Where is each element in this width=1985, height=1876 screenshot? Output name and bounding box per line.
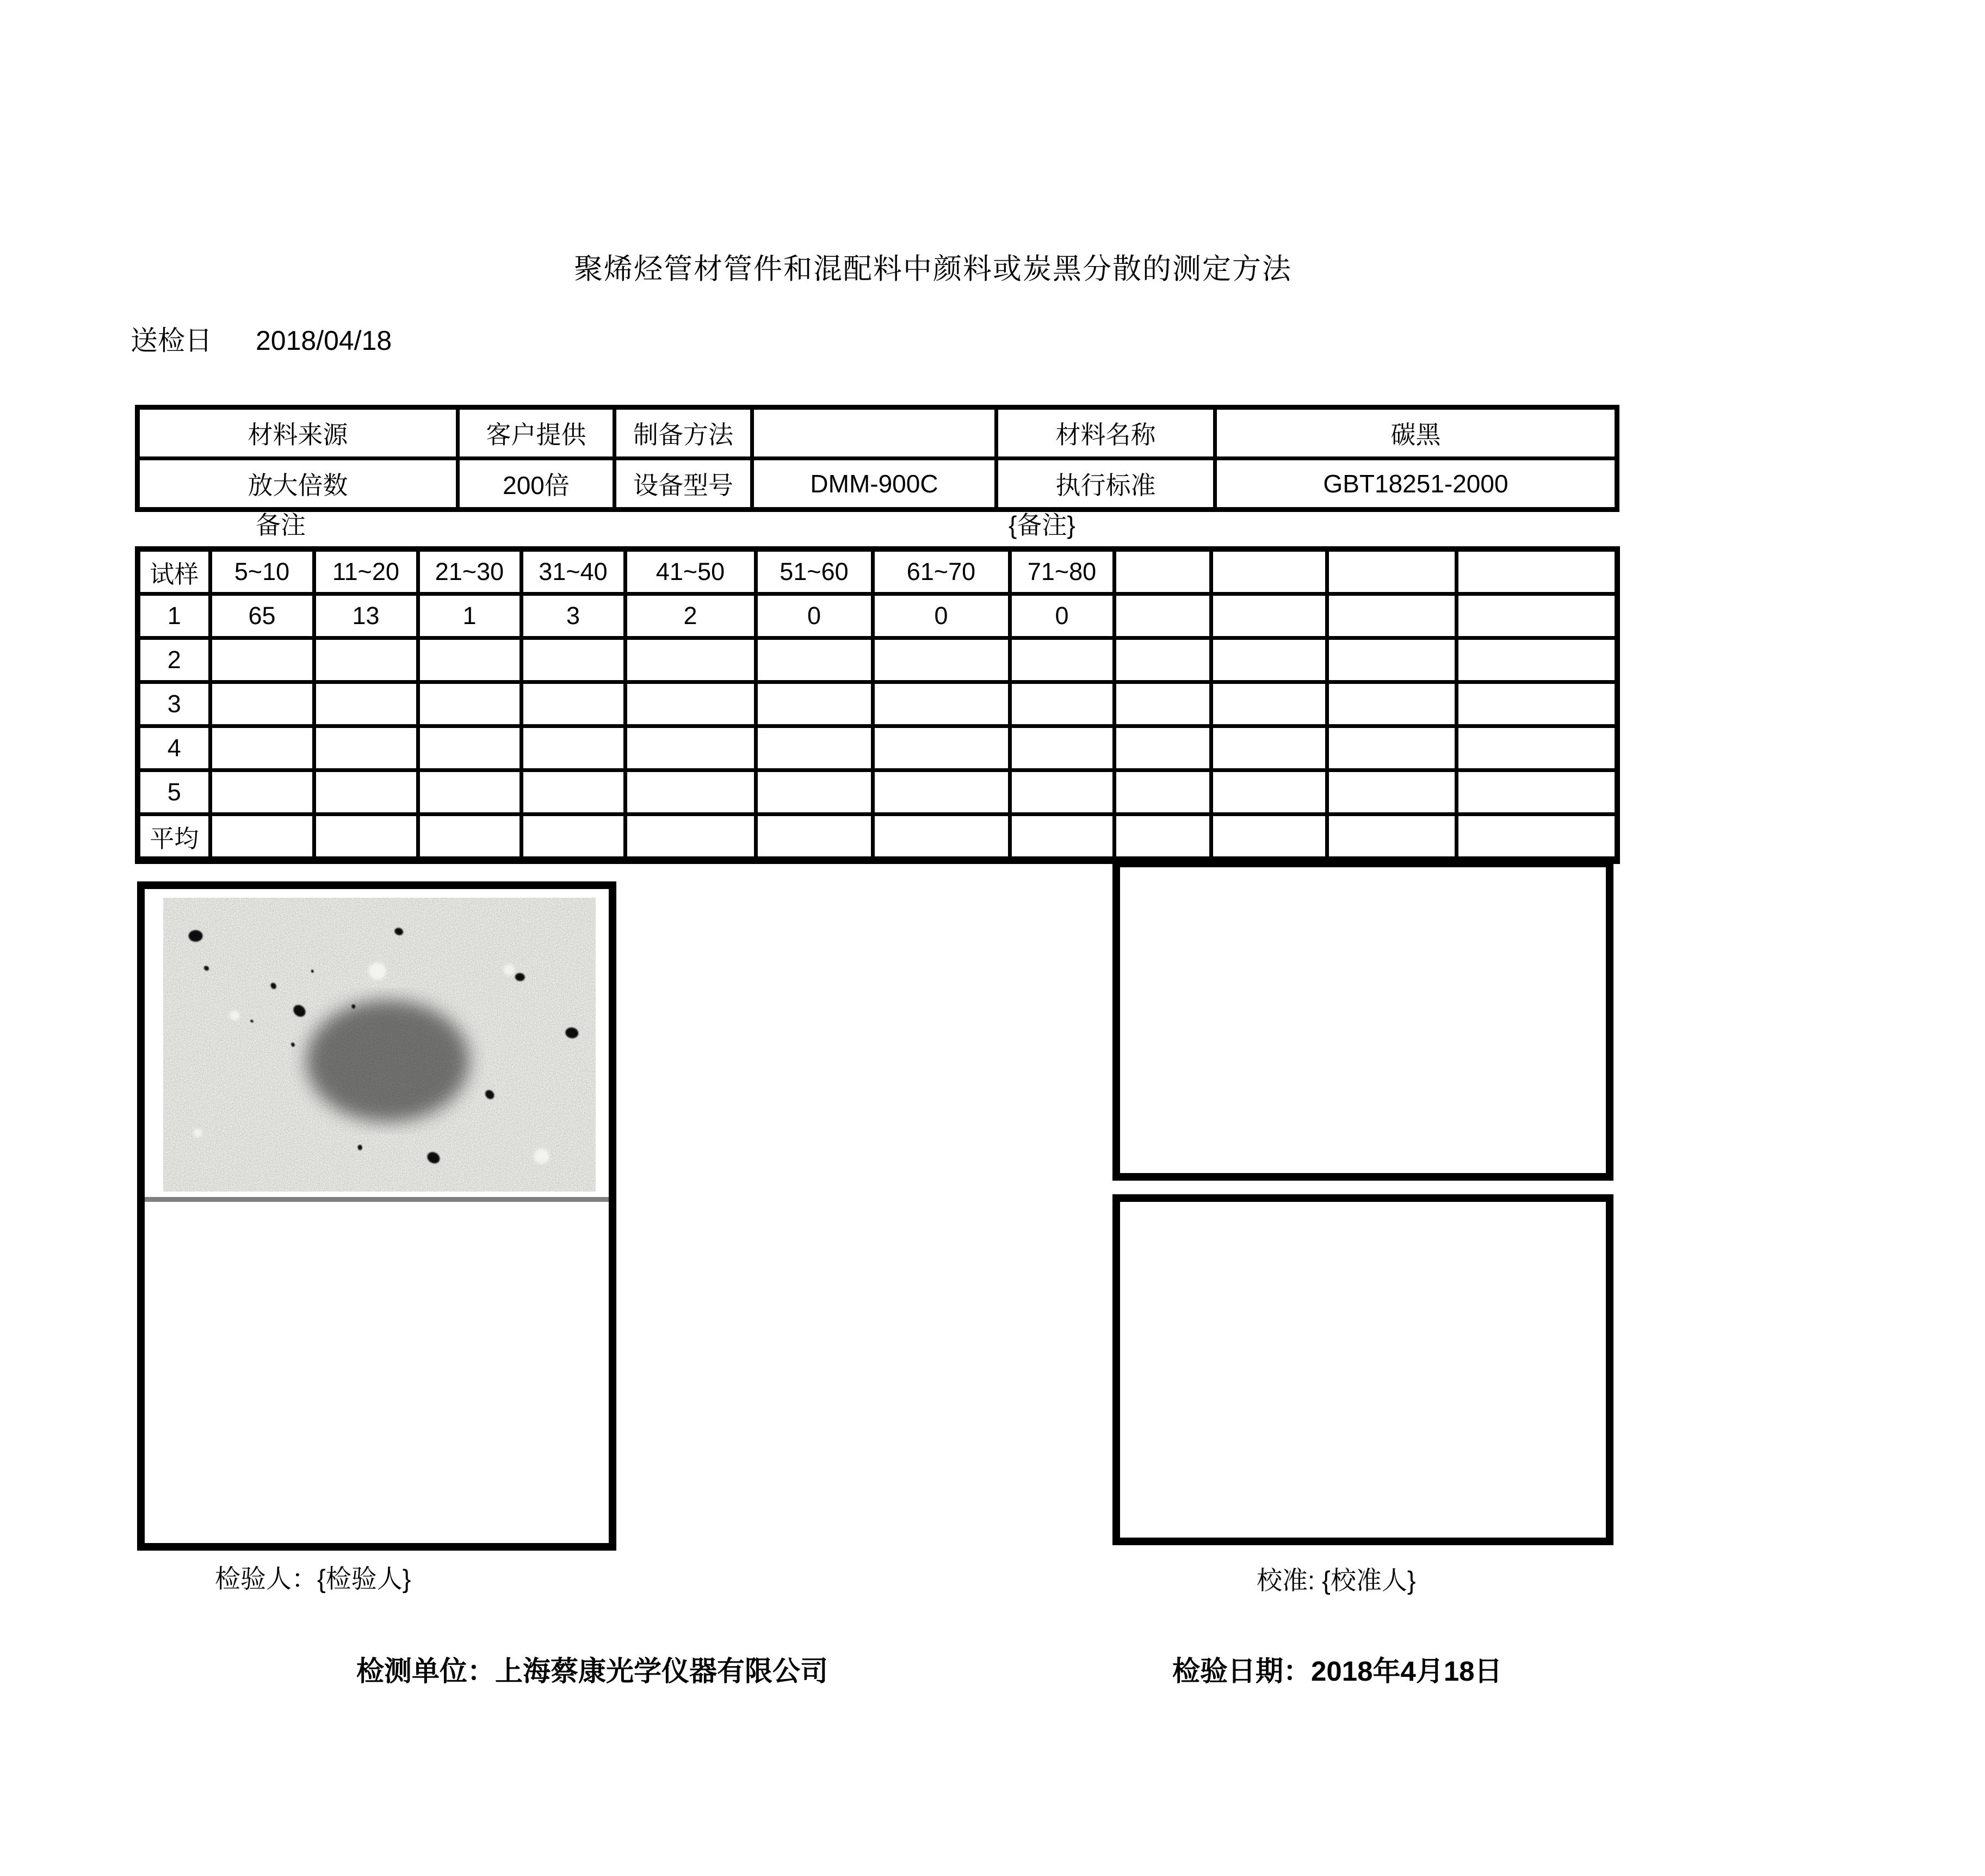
count-cell: 0 — [756, 594, 873, 638]
count-cell: 3 — [138, 682, 210, 726]
info-cell: 客户提供 — [458, 408, 615, 459]
count-cell: 41~50 — [625, 549, 756, 594]
empty-image-frame-bottom-right — [1112, 1194, 1613, 1545]
count-cell — [756, 770, 873, 814]
count-cell — [1211, 549, 1327, 594]
notes-label: 备注 — [256, 511, 306, 539]
count-cell: 平均 — [138, 814, 210, 861]
material-info-table — [135, 405, 1619, 512]
table-row — [138, 726, 1617, 770]
count-cell — [625, 770, 756, 814]
count-cell — [1327, 549, 1456, 594]
count-cell — [625, 726, 756, 770]
count-cell — [314, 638, 418, 682]
inspector-value: {检验人} — [317, 1564, 411, 1593]
count-cell: 1 — [418, 594, 521, 638]
count-cell — [1327, 594, 1456, 638]
count-cell: 0 — [873, 594, 1010, 638]
count-cell: 1 — [138, 594, 210, 638]
submission-date-value: 2018/04/18 — [256, 325, 392, 356]
count-cell: 0 — [1010, 594, 1114, 638]
count-cell — [756, 682, 873, 726]
count-cell — [873, 726, 1010, 770]
info-cell: 制备方法 — [615, 408, 752, 459]
dispersion-count-table — [135, 546, 1620, 864]
info-cell — [752, 408, 997, 459]
count-cell — [1456, 594, 1617, 638]
count-cell — [1327, 814, 1456, 861]
info-cell: 执行标准 — [997, 459, 1215, 510]
count-cell: 2 — [625, 594, 756, 638]
info-cell: GBT18251-2000 — [1215, 459, 1617, 510]
count-cell — [521, 638, 625, 682]
micrograph-frame — [137, 881, 616, 1551]
calibration-line — [1257, 1560, 1416, 1597]
test-date-value: 2018年4月18日 — [1311, 1656, 1502, 1687]
info-cell: DMM-900C — [752, 459, 997, 510]
count-cell: 5 — [138, 770, 210, 814]
info-cell: 设备型号 — [615, 459, 752, 510]
count-cell — [1211, 726, 1327, 770]
count-cell — [756, 638, 873, 682]
count-cell — [210, 682, 314, 726]
inspector-label: 检验人： — [215, 1564, 317, 1593]
count-cell — [873, 638, 1010, 682]
table-row — [138, 682, 1617, 726]
submission-date-label: 送检日 — [131, 325, 212, 356]
test-date-line — [1172, 1649, 1502, 1689]
info-cell: 放大倍数 — [138, 459, 458, 510]
table-row — [138, 549, 1617, 594]
count-cell — [1010, 682, 1114, 726]
count-cell — [1211, 638, 1327, 682]
table-row — [138, 594, 1617, 638]
page-title: 聚烯烃管材管件和混配料中颜料或炭黑分散的测定方法 — [574, 253, 1292, 285]
count-cell: 2 — [138, 638, 210, 682]
count-cell — [1010, 770, 1114, 814]
count-cell — [418, 726, 521, 770]
count-cell — [1456, 814, 1617, 861]
count-cell — [1456, 770, 1617, 814]
carbon-black-micrograph — [163, 898, 596, 1192]
count-cell — [1456, 726, 1617, 770]
count-cell — [314, 682, 418, 726]
count-cell: 21~30 — [418, 549, 521, 594]
count-cell — [1114, 549, 1211, 594]
count-cell — [873, 770, 1010, 814]
count-cell — [210, 770, 314, 814]
count-cell — [418, 682, 521, 726]
count-cell — [1010, 814, 1114, 861]
photo-bottom-divider — [145, 1197, 609, 1202]
count-cell — [1327, 638, 1456, 682]
count-cell — [314, 726, 418, 770]
count-cell — [210, 638, 314, 682]
count-cell — [1456, 638, 1617, 682]
count-cell — [625, 638, 756, 682]
count-cell: 71~80 — [1010, 549, 1114, 594]
count-cell — [1114, 594, 1211, 638]
table-row — [138, 408, 1617, 459]
count-cell — [1211, 770, 1327, 814]
count-cell — [314, 770, 418, 814]
count-cell — [1456, 682, 1617, 726]
test-unit-value: 上海蔡康光学仪器有限公司 — [495, 1656, 828, 1687]
count-cell: 试样 — [138, 549, 210, 594]
count-cell — [314, 814, 418, 861]
count-cell — [756, 814, 873, 861]
count-cell — [521, 814, 625, 861]
count-cell: 3 — [521, 594, 625, 638]
count-cell — [1456, 549, 1617, 594]
info-cell: 材料来源 — [138, 408, 458, 459]
count-cell: 61~70 — [873, 549, 1010, 594]
table-row — [138, 814, 1617, 861]
count-cell — [418, 814, 521, 861]
count-cell — [625, 682, 756, 726]
count-cell — [1211, 594, 1327, 638]
micrograph-bright-region — [306, 1000, 469, 1122]
count-cell: 51~60 — [756, 549, 873, 594]
test-unit-line — [356, 1649, 828, 1689]
count-cell — [1211, 814, 1327, 861]
count-cell — [418, 638, 521, 682]
count-cell — [521, 682, 625, 726]
count-cell — [418, 770, 521, 814]
notes-row — [135, 501, 1615, 546]
count-cell: 11~20 — [314, 549, 418, 594]
inspector-line — [215, 1559, 411, 1595]
count-cell — [873, 814, 1010, 861]
calibration-label: 校准: — [1257, 1566, 1322, 1595]
count-cell — [1114, 638, 1211, 682]
count-cell — [1114, 682, 1211, 726]
count-cell: 5~10 — [210, 549, 314, 594]
count-cell — [210, 814, 314, 861]
count-cell — [521, 770, 625, 814]
count-cell — [1211, 682, 1327, 726]
info-cell: 碳黑 — [1215, 408, 1617, 459]
count-cell: 13 — [314, 594, 418, 638]
info-cell: 材料名称 — [997, 408, 1215, 459]
table-row — [138, 770, 1617, 814]
count-cell — [1327, 770, 1456, 814]
info-cell: 200倍 — [458, 459, 615, 510]
table-row — [138, 638, 1617, 682]
count-cell: 4 — [138, 726, 210, 770]
submission-date-line — [131, 319, 392, 358]
count-cell — [625, 814, 756, 861]
empty-image-frame-top-right — [1112, 860, 1613, 1181]
count-cell — [210, 726, 314, 770]
test-unit-label: 检测单位： — [356, 1656, 496, 1687]
calibration-value: {校准人} — [1322, 1566, 1416, 1595]
count-cell: 65 — [210, 594, 314, 638]
count-cell — [521, 726, 625, 770]
count-cell — [1114, 726, 1211, 770]
count-cell — [1114, 770, 1211, 814]
count-cell — [1010, 638, 1114, 682]
test-date-label: 检验日期： — [1172, 1656, 1312, 1687]
count-cell — [1114, 814, 1211, 861]
count-cell — [1327, 682, 1456, 726]
count-cell — [756, 726, 873, 770]
notes-placeholder: {备注} — [1009, 511, 1075, 539]
count-cell: 31~40 — [521, 549, 625, 594]
count-cell — [1010, 726, 1114, 770]
count-cell — [1327, 726, 1456, 770]
micrograph-noise-image — [163, 898, 596, 1192]
count-cell — [873, 682, 1010, 726]
